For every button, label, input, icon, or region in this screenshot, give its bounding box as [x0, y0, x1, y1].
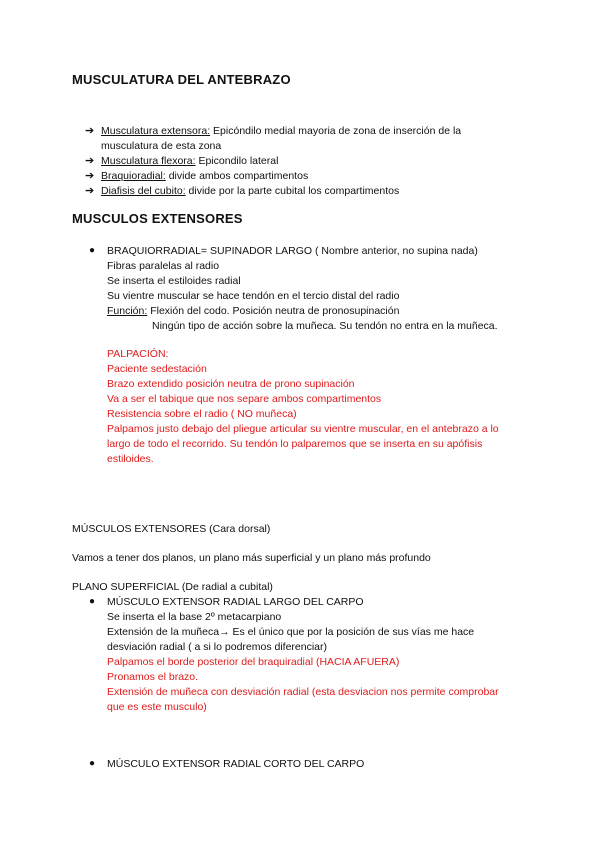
red-line: Palpamos justo debajo del pliegue articular su vientre muscular, en el antebrazo a lo [107, 423, 499, 435]
bullet-icon: ● [89, 596, 96, 607]
red-line: largo de todo el recorrido. Su tendón lo palparemos que se inserta en su apófisis [107, 438, 483, 450]
red-line: que es este musculo) [107, 701, 207, 713]
list-item [101, 124, 461, 138]
item-text: divide ambos compartimentos [165, 170, 309, 182]
text-line: desviación radial ( a si lo podremos diferenciar) [107, 641, 328, 653]
arrow-icon: ➔ [85, 125, 95, 137]
item-text: divide por la parte cubital los compartimentos [185, 185, 400, 197]
item-text: Epicóndilo medial mayoria de zona de inserción de la [210, 125, 462, 137]
item-label: Musculatura extensora: [101, 125, 211, 137]
bullet-text: MÚSCULO EXTENSOR RADIAL CORTO DEL CARPO [107, 758, 365, 770]
plano-title: PLANO SUPERFICIAL (De radial a cubital) [72, 581, 273, 593]
list-item-cont: musculatura de esta zona [101, 140, 222, 152]
red-line: Pronamos el brazo. [107, 671, 199, 683]
red-line: Paciente sedestación [107, 363, 207, 375]
item-label: Diafisis del cubito: [101, 185, 186, 197]
bullet-icon: ● [89, 758, 96, 769]
item-label: Braquioradial: [101, 170, 166, 182]
bullet-text: MÚSCULO EXTENSOR RADIAL LARGO DEL CARPO [107, 596, 364, 608]
heading-musculos-extensores: MUSCULOS EXTENSORES [72, 211, 243, 226]
list-item [101, 169, 308, 183]
bullet-text: BRAQUIORRADIAL= SUPINADOR LARGO ( Nombre anterior, no supina nada) [107, 245, 478, 257]
red-line: PALPACIÓN: [107, 348, 169, 360]
heading-musculatura: MUSCULATURA DEL ANTEBRAZO [72, 72, 291, 87]
item-label: Musculatura flexora: [101, 155, 196, 167]
text-line: Su vientre muscular se hace tendón en el tercio distal del radio [107, 290, 400, 302]
bullet-icon: ● [89, 245, 96, 256]
red-line: Extensión de muñeca con desviación radial (esta desviacion nos permite comprobar [107, 686, 499, 698]
text-line: Extensión de la muñeca→ Es el único que por la posición de sus vías me hace [107, 626, 475, 638]
arrow-icon: ➔ [85, 185, 95, 197]
red-line: Brazo extendido posición neutra de prono supinación [107, 378, 355, 390]
text-line: Se inserta el estiloides radial [107, 275, 241, 287]
red-line: Resistencia sobre el radio ( NO muñeca) [107, 408, 297, 420]
funcion-text: Flexión del codo. Posición neutra de pronosupinación [147, 305, 400, 317]
funcion-line [107, 304, 399, 318]
red-line: estiloides. [107, 453, 154, 465]
arrow-icon: ➔ [85, 170, 95, 182]
text-line: Ningún tipo de acción sobre la muñeca. Su tendón no entra en la muñeca. [152, 320, 498, 332]
arrow-icon: ➔ [85, 155, 95, 167]
text-line: Fibras paralelas al radio [107, 260, 220, 272]
red-line: Palpamos el borde posterior del braquiradial (HACIA AFUERA) [107, 656, 400, 668]
section-title: MÚSCULOS EXTENSORES (Cara dorsal) [72, 523, 271, 535]
funcion-label: Función: [107, 305, 148, 317]
red-line: Va a ser el tabique que nos separe ambos compartimentos [107, 393, 382, 405]
list-item [101, 154, 278, 168]
text-line: Se inserta el la base 2º metacarpiano [107, 611, 282, 623]
intro-text: Vamos a tener dos planos, un plano más superficial y un plano más profundo [72, 552, 431, 564]
list-item [101, 184, 399, 198]
item-text: Epicondilo lateral [195, 155, 279, 167]
